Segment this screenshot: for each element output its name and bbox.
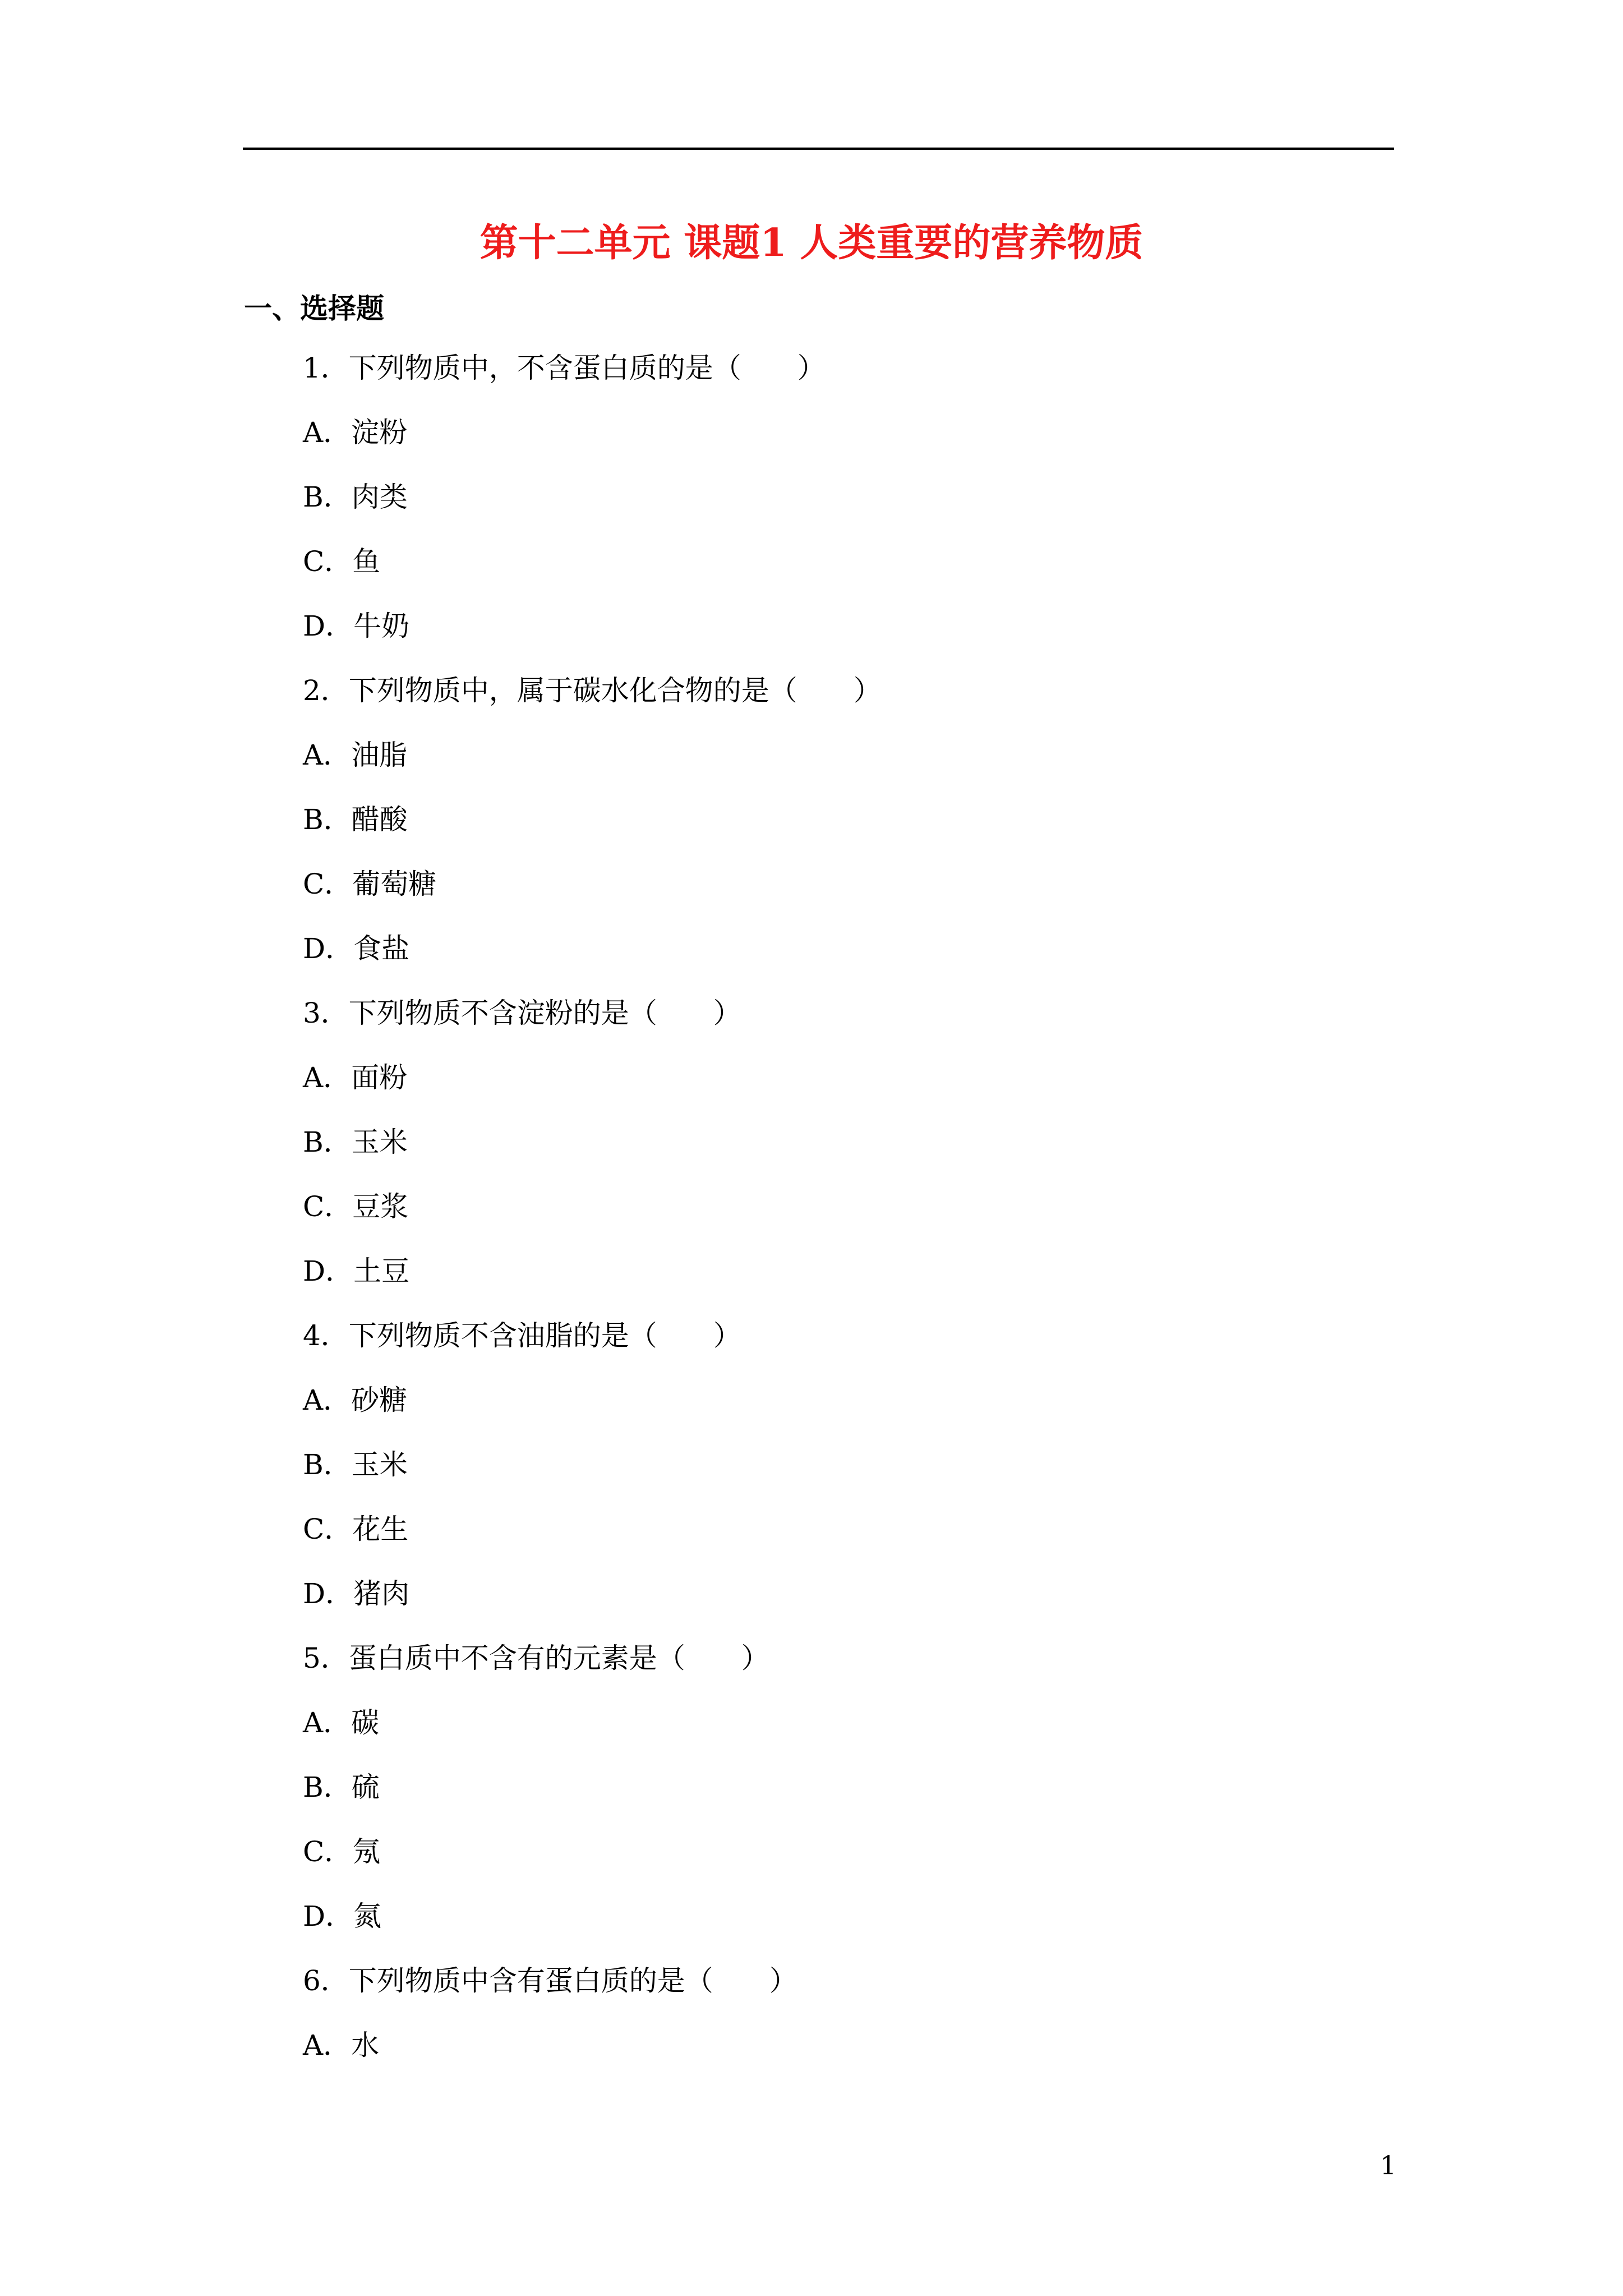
- question-1-option-d: D．牛奶: [303, 610, 410, 642]
- question-5-option-a: A．碳: [303, 1706, 380, 1739]
- question-4-option-a: A．砂糖: [303, 1384, 408, 1416]
- question-3-option-b: B．玉米: [303, 1126, 408, 1158]
- question-4-option-b: B．玉米: [303, 1448, 408, 1481]
- question-5-option-b: B．硫: [303, 1771, 380, 1803]
- question-5-stem: 5．蛋白质中不含有的元素是（ ）: [303, 1642, 769, 1674]
- question-2-option-d: D．食盐: [303, 932, 410, 965]
- question-6-option-a: A．水: [303, 2029, 380, 2062]
- question-6-stem: 6．下列物质中含有蛋白质的是（ ）: [303, 1964, 797, 1997]
- document-title: 第十二单元 课题1 人类重要的营养物质: [479, 220, 1144, 265]
- page-number: 1: [1380, 2150, 1396, 2180]
- question-list: [303, 348, 1368, 2090]
- question-4-option-d: D．猪肉: [303, 1577, 410, 1610]
- question-5-option-d: D．氮: [303, 1900, 382, 1932]
- question-5-option-c: C．氖: [303, 1835, 381, 1868]
- question-1-option-b: B．肉类: [303, 481, 408, 513]
- question-3-option-d: D．土豆: [303, 1255, 410, 1287]
- question-1-stem: 1．下列物质中，不含蛋白质的是（ ）: [303, 352, 826, 384]
- section-heading: 一、选择题: [244, 292, 384, 325]
- question-3-option-c: C．豆浆: [303, 1190, 409, 1223]
- question-4-option-c: C．花生: [303, 1513, 409, 1545]
- question-4-stem: 4．下列物质不含油脂的是（ ）: [303, 1319, 741, 1352]
- question-2-stem: 2．下列物质中，属于碳水化合物的是（ ）: [303, 674, 882, 707]
- header-rule: [243, 148, 1394, 150]
- question-1-option-c: C．鱼: [303, 545, 381, 578]
- question-3-option-a: A．面粉: [303, 1061, 408, 1094]
- question-3-stem: 3．下列物质不含淀粉的是（ ）: [303, 997, 741, 1029]
- question-1-option-a: A．淀粉: [303, 416, 408, 449]
- question-2-option-b: B．醋酸: [303, 803, 408, 836]
- question-2-option-a: A．油脂: [303, 739, 408, 771]
- question-2-option-c: C．葡萄糖: [303, 868, 437, 900]
